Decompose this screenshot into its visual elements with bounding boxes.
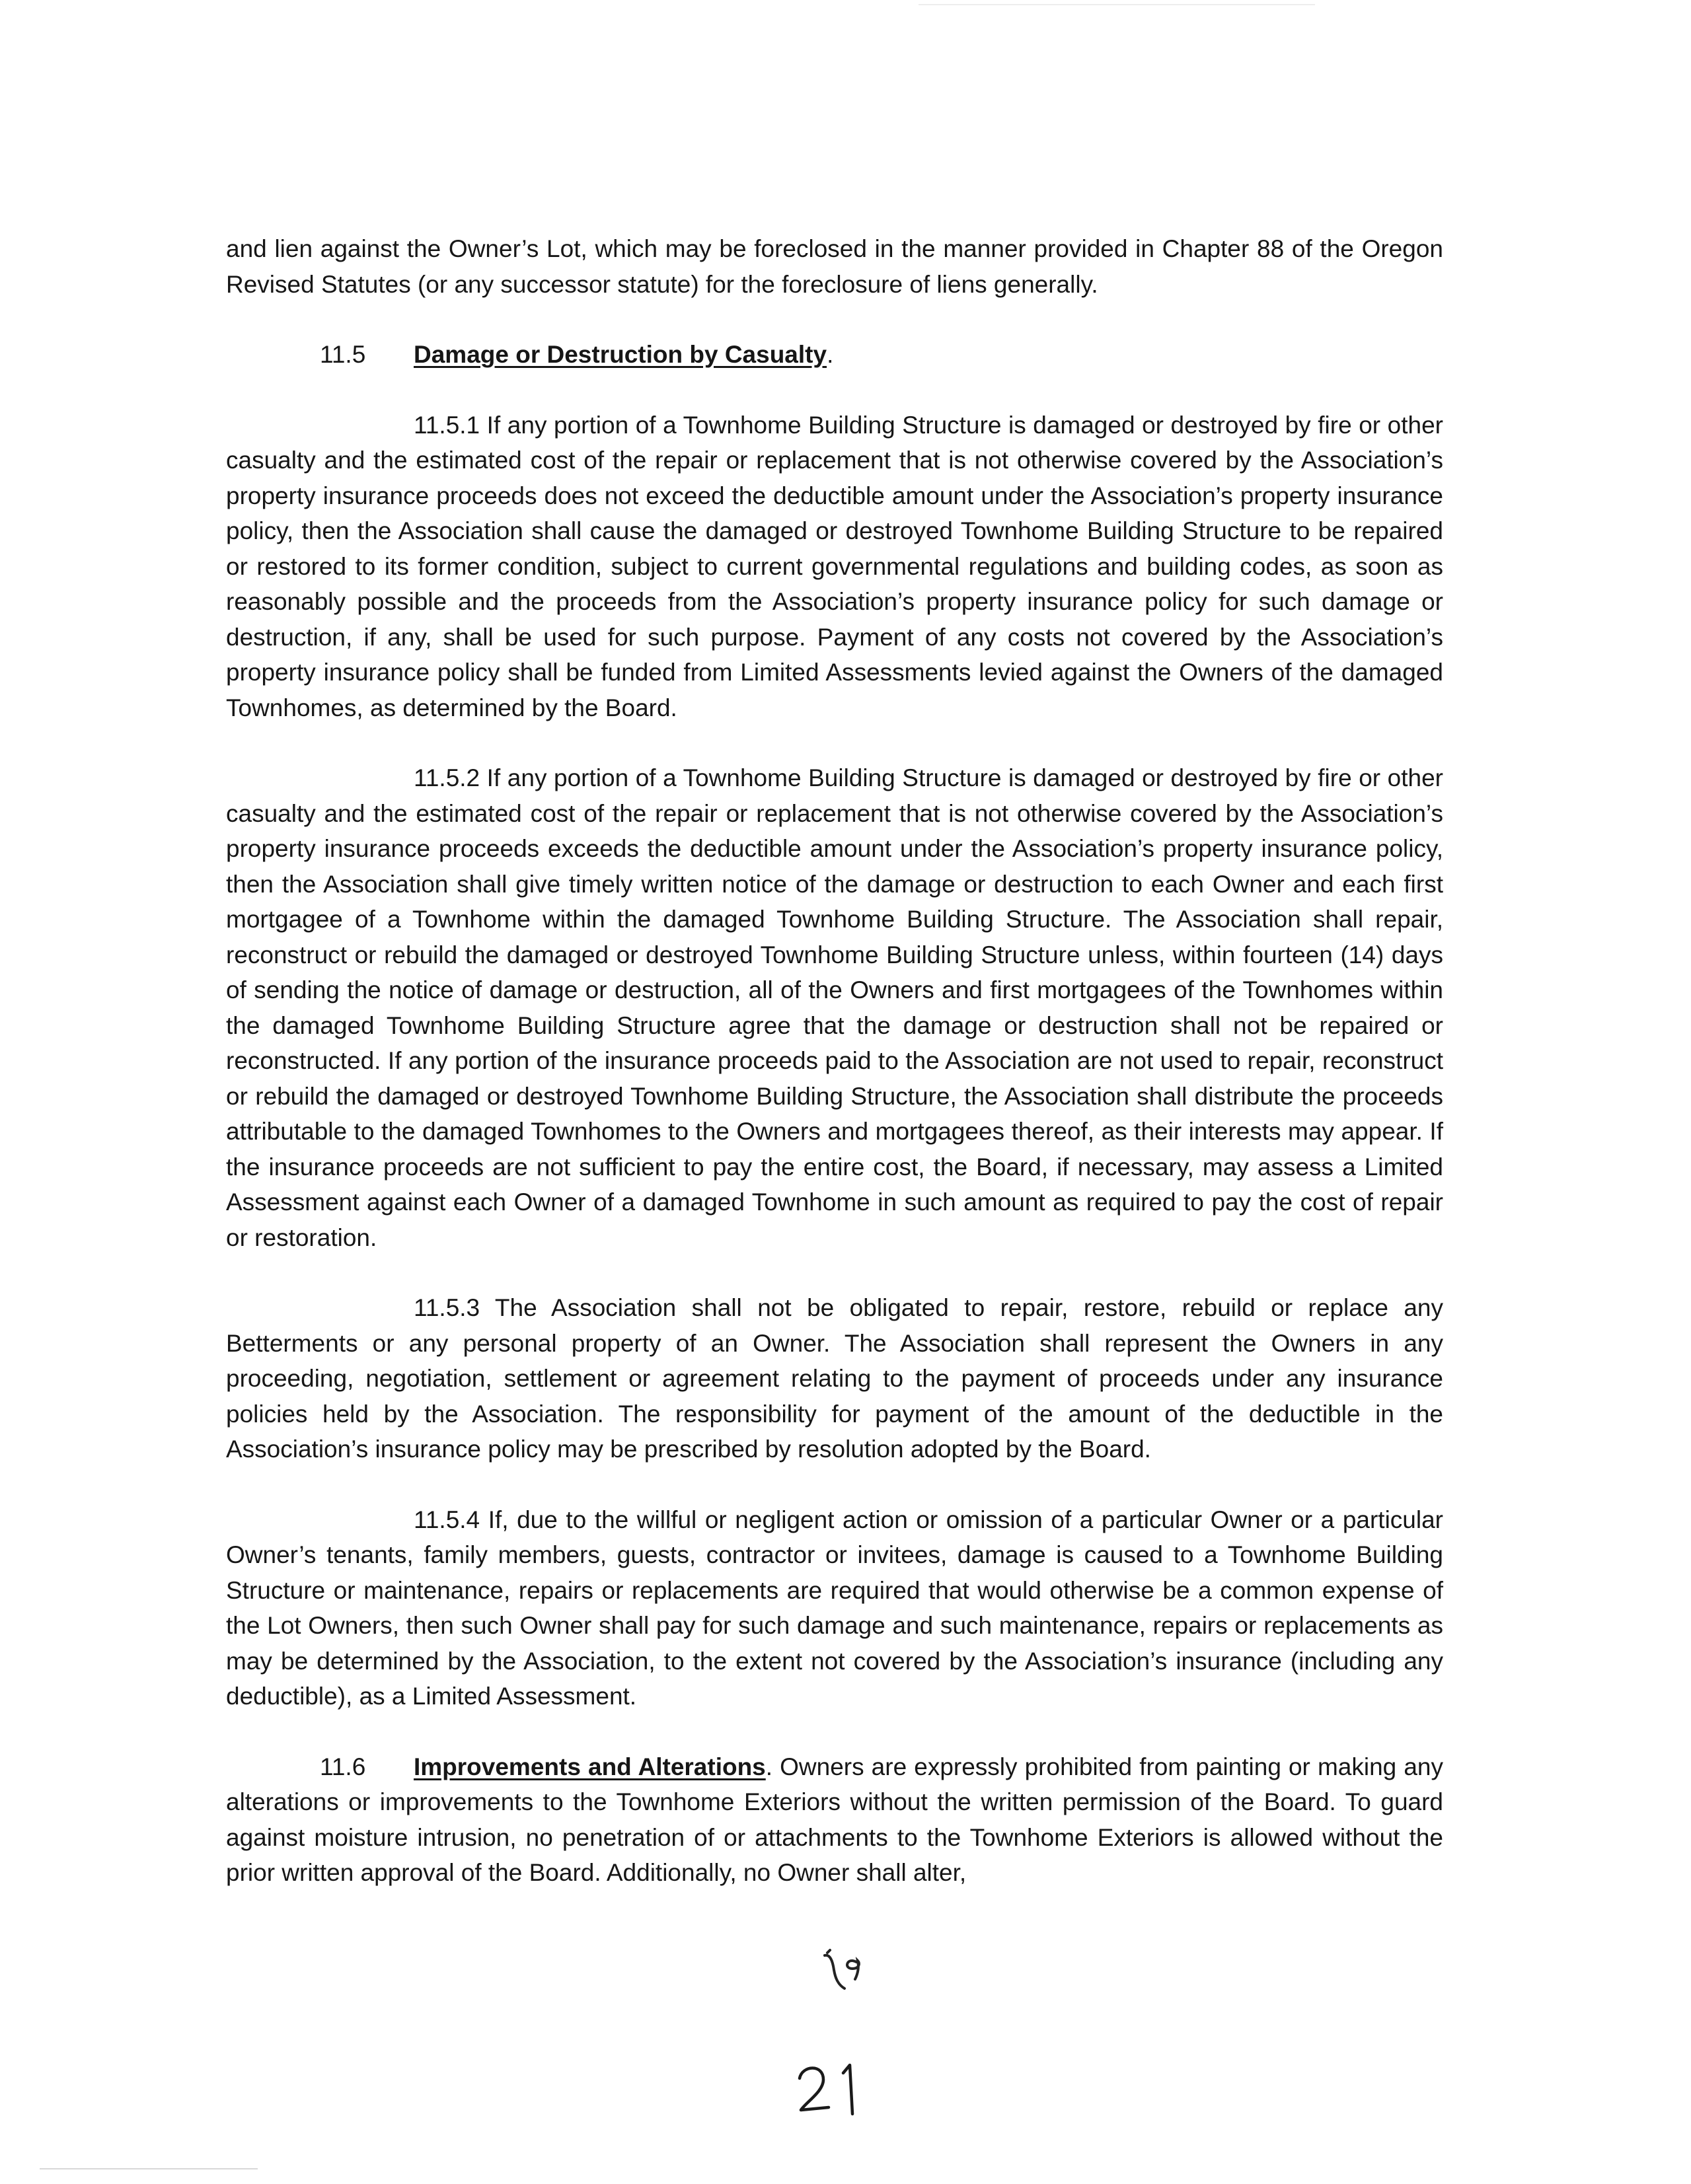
paragraph-11-5-2: 11.5.2 If any portion of a Townhome Building Structure is damaged or destroyed by fire or other casualty and the estimated cost of the repair or replacement that is not otherwise covered by the Association’s property insurance proceeds exceeds the deductible amount under the Association’s property insurance policy, then the Association shall give timely written notice of the damage or destruction to each Owner and each first mortgagee of a Townhome within the damaged Townhome Building Structure. The Association shall repair, reconstruct or rebuild the damaged or destroyed Townhome Building Structure unless, within fourteen (14) days of sending the notice of damage or destruction, all of the Owners and first mortgagees of the Townhomes within the damaged Townhome Building Structure agree that the damage or destruction shall not be repaired or reconstructed. If any portion of the insurance proceeds paid to the Association are not used to repair, reconstruct or rebuild the damaged or destroyed Townhome Building Structure, the Association shall distribute the proceeds attributable to the damaged Townhomes to the Owners and mortgagees thereof, as their interests may appear. If the insurance proceeds are not sufficient to pay the entire cost, the Board, if necessary, may assess a Limited Assessment against each Owner of a damaged Townhome in such amount as required to pay the cost of repair or restoration.: [226, 764, 1443, 1251]
scan-artifact-bottom: [40, 2168, 258, 2169]
section-number: 11.5: [320, 341, 366, 368]
section-11-6-paragraph: [226, 1749, 1443, 1891]
scan-artifact-top: [919, 4, 1315, 5]
handwritten-21-mark: [794, 2056, 874, 2119]
opening-paragraph: and lien against the Owner’s Lot, which may be foreclosed in the manner provided in Chapter 88 of the Oregon Revised Statutes (or any successor statute) for the foreclosure of liens generally.: [226, 235, 1443, 298]
handwritten-bates-number: [794, 2056, 874, 2119]
handwritten-page-number: [818, 1947, 871, 1994]
section-body: . Owners are expressly prohibited from painting or making any alterations or improvements to the Townhome Exteriors without the written permission of the Board. To guard against moisture intrusion, no penetration of or attachments to the Townhome Exteriors is allowed without the prior written approval of the Board. Additionally, no Owner shall alter,: [226, 1753, 1443, 1886]
paragraph-11-5-3: 11.5.3 The Association shall not be obligated to repair, restore, rebuild or replace any Betterments or any personal property of an Owner. The Association shall represent the Owners in any proceeding, negotiation, settlement or agreement relating to the payment of proceeds under any insurance policies held by the Association. The responsibility for payment of the amount of the deductible in the Association’s insurance policy may be prescribed by resolution adopted by the Board.: [226, 1294, 1443, 1463]
paragraph-11-5-4: 11.5.4 If, due to the willful or negligent action or omission of a particular Owner or a particular Owner’s tenants, family members, guests, contractor or invitees, damage is caused to a Townhome Building Structure or maintenance, repairs or replacements are required that would otherwise be a common expense of the Lot Owners, then such Owner shall pay for such damage and such maintenance, repairs or replacements as may be determined by the Association, to the extent not covered by the Association’s insurance (including any deductible), as a Limited Assessment.: [226, 1506, 1443, 1710]
section-title: Improvements and Alterations: [414, 1753, 766, 1780]
paragraph-11-5-1: 11.5.1 If any portion of a Townhome Building Structure is damaged or destroyed by fire or other casualty and the estimated cost of the repair or replacement that is not otherwise covered by the Association’s property insurance proceeds does not exceed the deductible amount under the Association’s property insurance policy, then the Association shall cause the damaged or destroyed Townhome Building Structure to be repaired or restored to its former condition, subject to current governmental regulations and building codes, as soon as reasonably possible and the proceeds from the Association’s property insurance policy for such damage or destruction, if any, shall be used for such purpose. Payment of any costs not covered by the Association’s property insurance policy shall be funded from Limited Assessments levied against the Owners of the damaged Townhomes, as determined by the Board.: [226, 411, 1443, 721]
section-title: Damage or Destruction by Casualty: [414, 341, 827, 368]
handwritten-19-mark: [818, 1947, 871, 1994]
section-title-suffix: .: [827, 341, 834, 368]
document-body: [226, 231, 1443, 1926]
section-number: 11.6: [320, 1753, 366, 1780]
section-11-5-heading: [226, 337, 1443, 373]
